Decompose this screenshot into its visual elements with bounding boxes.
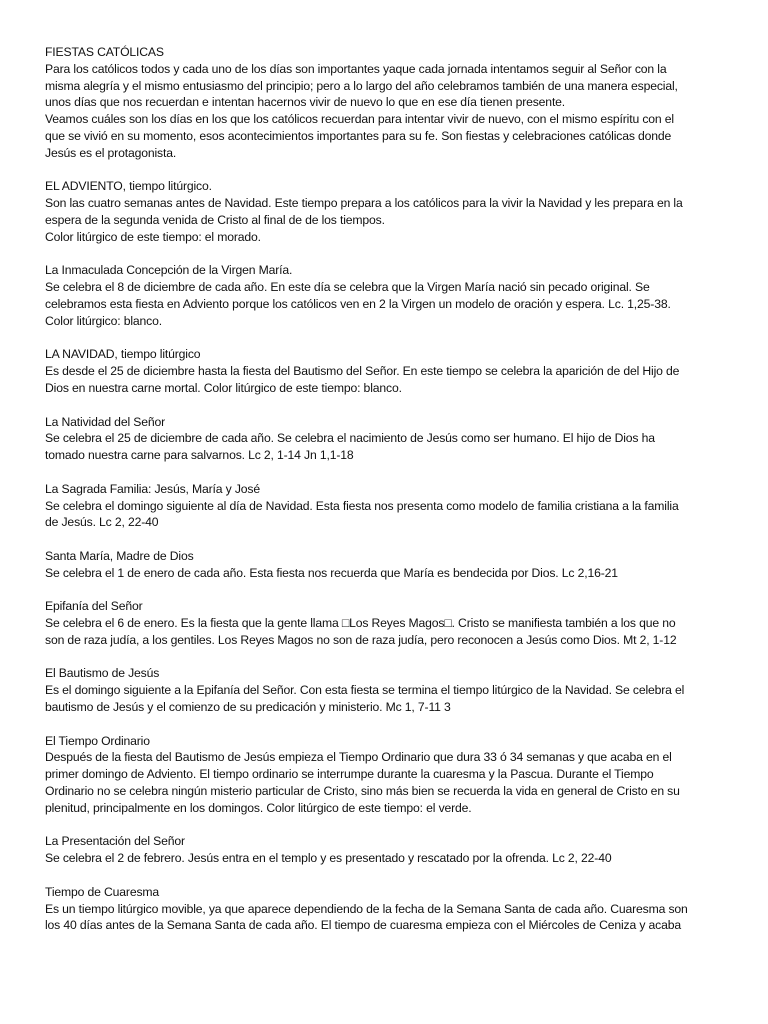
section-epifania xyxy=(45,598,727,648)
section-line: tomado nuestra carne para salvarnos. Lc 2, 1-14 Jn 1,1-18 xyxy=(45,448,354,463)
section-inmaculada xyxy=(45,262,727,329)
section-santa-maria xyxy=(45,548,727,582)
section-line: Son las cuatro semanas antes de Navidad. Este tiempo prepara a los católicos para la vivir la Navidad y les prepara en la xyxy=(45,196,683,211)
section-heading: La Sagrada Familia: Jesús, María y José xyxy=(45,481,260,496)
section-line: Color litúrgico de este tiempo: el morado. xyxy=(45,229,261,244)
section-heading: LA NAVIDAD, tiempo litúrgico xyxy=(45,347,201,362)
section-line: Se celebra el 8 de diciembre de cada año. En este día se celebra que la Virgen María nació sin pecado original. Se xyxy=(45,280,650,295)
section-heading: Epifanía del Señor xyxy=(45,599,143,614)
intro-line: Para los católicos todos y cada uno de los días son importantes yaque cada jornada intentamos seguir al Señor con la xyxy=(45,61,667,76)
section-line: Es un tiempo litúrgico movible, ya que aparece dependiendo de la fecha de la Semana Santa de cada año. Cuaresma son xyxy=(45,901,688,916)
intro-line: unos días que nos recuerdan e intentan hacernos vivir de nuevo lo que en ese día tienen presente. xyxy=(45,95,566,110)
section-cuaresma xyxy=(45,884,727,934)
section-line: Ordinario no se celebra ningún misterio particular de Cristo, sino más bien se recuerda la vida en general de Cristo en su xyxy=(45,784,680,799)
intro-line: Jesús es el protagonista. xyxy=(45,145,177,160)
section-line: primer domingo de Adviento. El tiempo ordinario se interrumpe durante la cuaresma y la Pascua. Durante el Tiempo xyxy=(45,767,654,782)
section-natividad xyxy=(45,414,727,464)
section-tiempo-ordinario xyxy=(45,733,727,817)
section-line: plenitud, principalmente en los domingos. Color litúrgico de este tiempo: el verde. xyxy=(45,800,472,815)
section-presentacion xyxy=(45,833,727,867)
section-adviento xyxy=(45,178,727,245)
section-line: Se celebra el 2 de febrero. Jesús entra en el templo y es presentado y rescatado por la ofrenda. Lc 2, 22-40 xyxy=(45,851,612,866)
document-title: FIESTAS CATÓLICAS xyxy=(45,45,164,59)
section-heading: EL ADVIENTO, tiempo litúrgico. xyxy=(45,179,212,194)
section-heading: El Tiempo Ordinario xyxy=(45,733,150,748)
section-bautismo xyxy=(45,665,727,715)
section-line: los 40 días antes de la Semana Santa de cada año. El tiempo de cuaresma empieza con el Miércoles de Ceniza y acaba xyxy=(45,918,681,933)
section-heading: El Bautismo de Jesús xyxy=(45,666,160,681)
section-sagrada-familia xyxy=(45,481,727,531)
section-heading: La Presentación del Señor xyxy=(45,834,185,849)
section-line: Se celebra el 25 de diciembre de cada año. Se celebra el nacimiento de Jesús como ser humano. El hijo de Dios ha xyxy=(45,431,655,446)
section-line: espera de la segunda venida de Cristo al final de de los tiempos. xyxy=(45,212,385,227)
intro-line: misma alegría y el mismo entusiasmo del principio; pero a lo largo del año celebramos también de una manera especial, xyxy=(45,78,678,93)
section-line: bautismo de Jesús y el comienzo de su predicación y ministerio. Mc 1, 7-11 3 xyxy=(45,700,451,715)
section-line: Es desde el 25 de diciembre hasta la fiesta del Bautismo del Señor. En este tiempo se celebra la aparición de del Hijo de xyxy=(45,364,680,379)
section-line: Se celebra el 6 de enero. Es la fiesta que la gente llama □Los Reyes Magos□. Cristo se manifiesta también a los que no xyxy=(45,616,676,631)
section-navidad xyxy=(45,346,727,396)
section-heading: Tiempo de Cuaresma xyxy=(45,884,160,899)
section-heading: La Natividad del Señor xyxy=(45,414,166,429)
section-line: Es el domingo siguiente a la Epifanía del Señor. Con esta fiesta se termina el tiempo litúrgico de la Navidad. Se celebra el xyxy=(45,683,685,698)
section-line: son de raza judía, a los gentiles. Los Reyes Magos no son de raza judía, pero reconocen a Jesús como Dios. Mt 2, 1-12 xyxy=(45,632,677,647)
section-line: de Jesús. Lc 2, 22-40 xyxy=(45,515,159,530)
section-line: Se celebra el domingo siguiente al día de Navidad. Esta fiesta nos presenta como modelo de familia cristiana a la familia xyxy=(45,498,679,513)
section-line: Después de la fiesta del Bautismo de Jesús empieza el Tiempo Ordinario que dura 33 ó 34 semanas y que acaba en el xyxy=(45,750,672,765)
section-line: Se celebra el 1 de enero de cada año. Esta fiesta nos recuerda que María es bendecida por Dios. Lc 2,16-21 xyxy=(45,565,618,580)
section-line: Color litúrgico: blanco. xyxy=(45,313,162,328)
section-heading: Santa María, Madre de Dios xyxy=(45,548,194,563)
intro-line: que se vivió en su momento, esos acontecimientos importantes para su fe. Son fiestas y celebraciones católicas donde xyxy=(45,128,672,143)
intro-line: Veamos cuáles son los días en los que los católicos recuerdan para intentar vivir de nuevo, con el mismo espíritu con el xyxy=(45,112,674,127)
section-line: Dios en nuestra carne mortal. Color litúrgico de este tiempo: blanco. xyxy=(45,380,402,395)
section-heading: La Inmaculada Concepción de la Virgen María. xyxy=(45,263,293,278)
section-line: celebramos esta fiesta en Adviento porque los católicos ven en 2 la Virgen un modelo de oración y espera. Lc. 1,25-38. xyxy=(45,296,671,311)
intro-section xyxy=(45,44,727,162)
document-page xyxy=(45,44,727,951)
